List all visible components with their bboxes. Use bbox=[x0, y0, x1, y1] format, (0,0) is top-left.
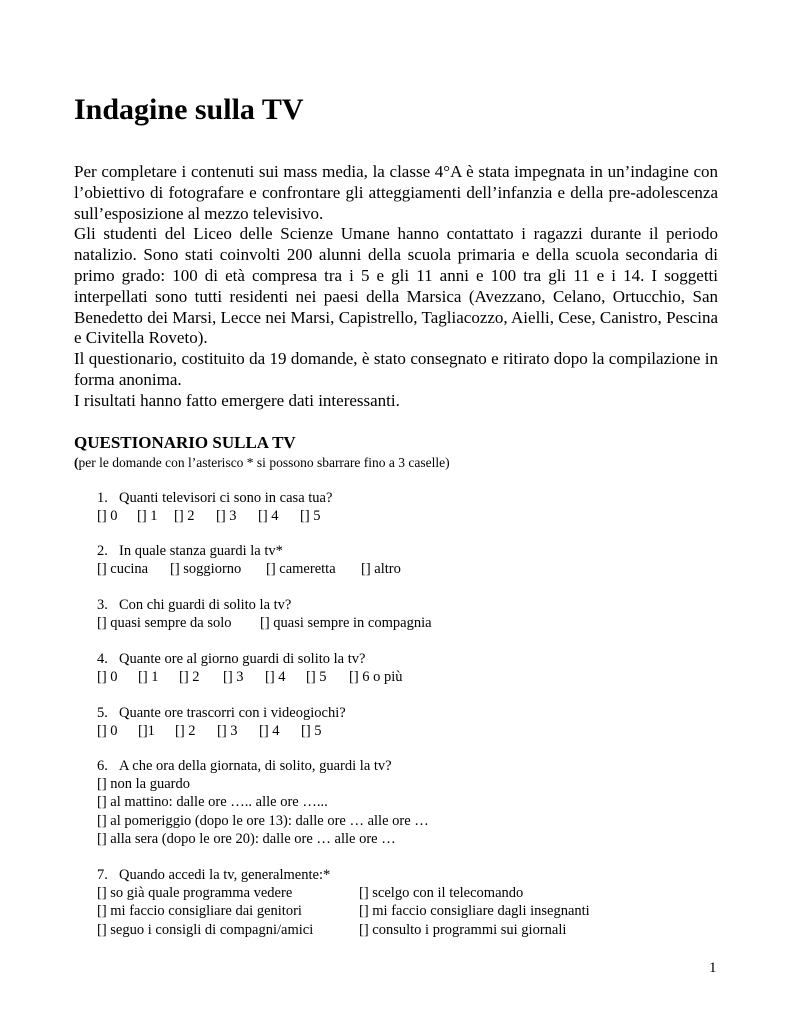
checkbox-option[interactable]: [] 1 bbox=[138, 669, 159, 686]
checkbox-option[interactable]: [] 5 bbox=[301, 723, 322, 740]
question-2 bbox=[97, 542, 401, 578]
document-title: Indagine sulla TV bbox=[74, 93, 304, 126]
question-number: 4. bbox=[97, 651, 108, 667]
checkbox-option[interactable]: [] 0 bbox=[97, 723, 118, 740]
question-label: Quante ore al giorno guardi di solito la tv? bbox=[119, 651, 366, 667]
question-text bbox=[97, 542, 401, 560]
question-label: In quale stanza guardi la tv* bbox=[119, 543, 283, 559]
question-3 bbox=[97, 596, 432, 632]
question-text bbox=[97, 866, 590, 884]
checkbox-option[interactable]: [] altro bbox=[361, 561, 401, 578]
checkbox-option[interactable]: [] consulto i programmi sui giornali bbox=[359, 921, 567, 938]
checkbox-option[interactable]: [] mi faccio consigliare dai genitori bbox=[97, 903, 302, 920]
note-text: per le domande con l’asterisco * si possono sbarrare fino a 3 caselle) bbox=[78, 455, 450, 470]
intro-paragraph: Per completare i contenuti sui mass media, la classe 4°A è stata impegnata in un’indagine con l’obiettivo di fotografare e confrontare gli atteggiamenti dell’infanzia e della pre-adolescenza sull’esposizione al mezzo televisivo. bbox=[74, 162, 718, 223]
intro-paragraph: Gli studenti del Liceo delle Scienze Umane hanno contattato i ragazzi durante il periodo natalizio. Sono stati coinvolti 200 alunni della scuola primaria e della scuola secondaria di primo grado: 100 di età compresa tra i 5 e gli 11 anni e 100 tra gli 11 e i 14. I soggetti interpellati sono tutti residenti nei paesi della Marsica (Avezzano, Celano, Ortucchio, San Benedetto dei Marsi, Lecce nei Marsi, Capistrello, Tagliacozzo, Aielli, Cese, Canistro, Pescina e Civitella Roveto). bbox=[74, 224, 718, 348]
checkbox-option[interactable]: [] al pomeriggio (dopo le ore 13): dalle ore … alle ore … bbox=[97, 812, 429, 829]
checkbox-option[interactable]: [] 4 bbox=[259, 723, 280, 740]
question-6 bbox=[97, 757, 429, 848]
question-number: 7. bbox=[97, 867, 108, 883]
question-text bbox=[97, 596, 432, 614]
checkbox-option[interactable]: [] quasi sempre in compagnia bbox=[260, 615, 432, 632]
checkbox-option[interactable]: [] seguo i consigli di compagni/amici bbox=[97, 921, 314, 938]
question-label: Quando accedi la tv, generalmente:* bbox=[119, 867, 331, 883]
question-text bbox=[97, 757, 429, 775]
checkbox-option[interactable]: [] 3 bbox=[223, 669, 244, 686]
note-open-paren: ( bbox=[74, 455, 79, 470]
checkbox-option[interactable]: [] 2 bbox=[179, 669, 200, 686]
options-row bbox=[97, 560, 401, 578]
checkbox-option[interactable]: [] cucina bbox=[97, 561, 149, 578]
checkbox-option[interactable]: [] 3 bbox=[217, 723, 238, 740]
intro-paragraph: I risultati hanno fatto emergere dati interessanti. bbox=[74, 390, 400, 410]
options-row bbox=[97, 722, 346, 740]
checkbox-option[interactable]: [] non la guardo bbox=[97, 776, 191, 793]
question-4 bbox=[97, 650, 403, 686]
checkbox-option[interactable]: [] 4 bbox=[258, 508, 279, 525]
checkbox-option[interactable]: [] 3 bbox=[216, 508, 237, 525]
question-number: 1. bbox=[97, 490, 108, 506]
options-row bbox=[97, 884, 590, 902]
checkbox-option[interactable]: [] soggiorno bbox=[170, 561, 242, 578]
checkbox-option[interactable]: [] alla sera (dopo le ore 20): dalle ore … alle ore … bbox=[97, 830, 396, 847]
question-label: Quante ore trascorri con i videogiochi? bbox=[119, 705, 346, 721]
checkbox-option[interactable]: [] 1 bbox=[137, 508, 158, 525]
checkbox-option[interactable]: [] 0 bbox=[97, 508, 118, 525]
question-text bbox=[97, 704, 346, 722]
intro-text bbox=[74, 162, 718, 412]
question-label: Con chi guardi di solito la tv? bbox=[119, 597, 292, 613]
options-row bbox=[97, 921, 590, 939]
questionnaire-heading: QUESTIONARIO SULLA TV bbox=[74, 433, 296, 452]
question-label: A che ora della giornata, di solito, guardi la tv? bbox=[119, 758, 392, 774]
question-1 bbox=[97, 489, 332, 525]
checkbox-option[interactable]: [] cameretta bbox=[266, 561, 336, 578]
options-row bbox=[97, 902, 590, 920]
question-number: 2. bbox=[97, 543, 108, 559]
checkbox-option[interactable]: [] 2 bbox=[174, 508, 195, 525]
question-label: Quanti televisori ci sono in casa tua? bbox=[119, 490, 333, 506]
question-7 bbox=[97, 866, 590, 939]
options-row bbox=[97, 614, 432, 632]
checkbox-option[interactable]: [] al mattino: dalle ore ….. alle ore …... bbox=[97, 794, 328, 811]
question-5 bbox=[97, 704, 346, 740]
options-row bbox=[97, 507, 332, 525]
question-text bbox=[97, 489, 332, 507]
checkbox-option[interactable]: [] so già quale programma vedere bbox=[97, 885, 293, 902]
checkbox-option[interactable]: [] 4 bbox=[265, 669, 286, 686]
page-number: 1 bbox=[709, 960, 717, 976]
checkbox-option[interactable]: [] 5 bbox=[306, 669, 327, 686]
checkbox-option[interactable]: []1 bbox=[138, 723, 155, 740]
intro-paragraph: Il questionario, costituito da 19 domande, è stato consegnato e ritirato dopo la compilazione in forma anonima. bbox=[74, 349, 718, 389]
question-number: 3. bbox=[97, 597, 108, 613]
checkbox-option[interactable]: [] 0 bbox=[97, 669, 118, 686]
checkbox-option[interactable]: [] 2 bbox=[175, 723, 196, 740]
checkbox-option[interactable]: [] scelgo con il telecomando bbox=[359, 885, 524, 902]
options-row bbox=[97, 668, 403, 686]
question-number: 6. bbox=[97, 758, 108, 774]
checkbox-option[interactable]: [] 6 o più bbox=[349, 669, 403, 686]
questionnaire-note bbox=[74, 454, 450, 472]
checkbox-option[interactable]: [] quasi sempre da solo bbox=[97, 615, 232, 632]
checkbox-option[interactable]: [] mi faccio consigliare dagli insegnanti bbox=[359, 903, 590, 920]
checkbox-option[interactable]: [] 5 bbox=[300, 508, 321, 525]
question-text bbox=[97, 650, 403, 668]
question-number: 5. bbox=[97, 705, 108, 721]
